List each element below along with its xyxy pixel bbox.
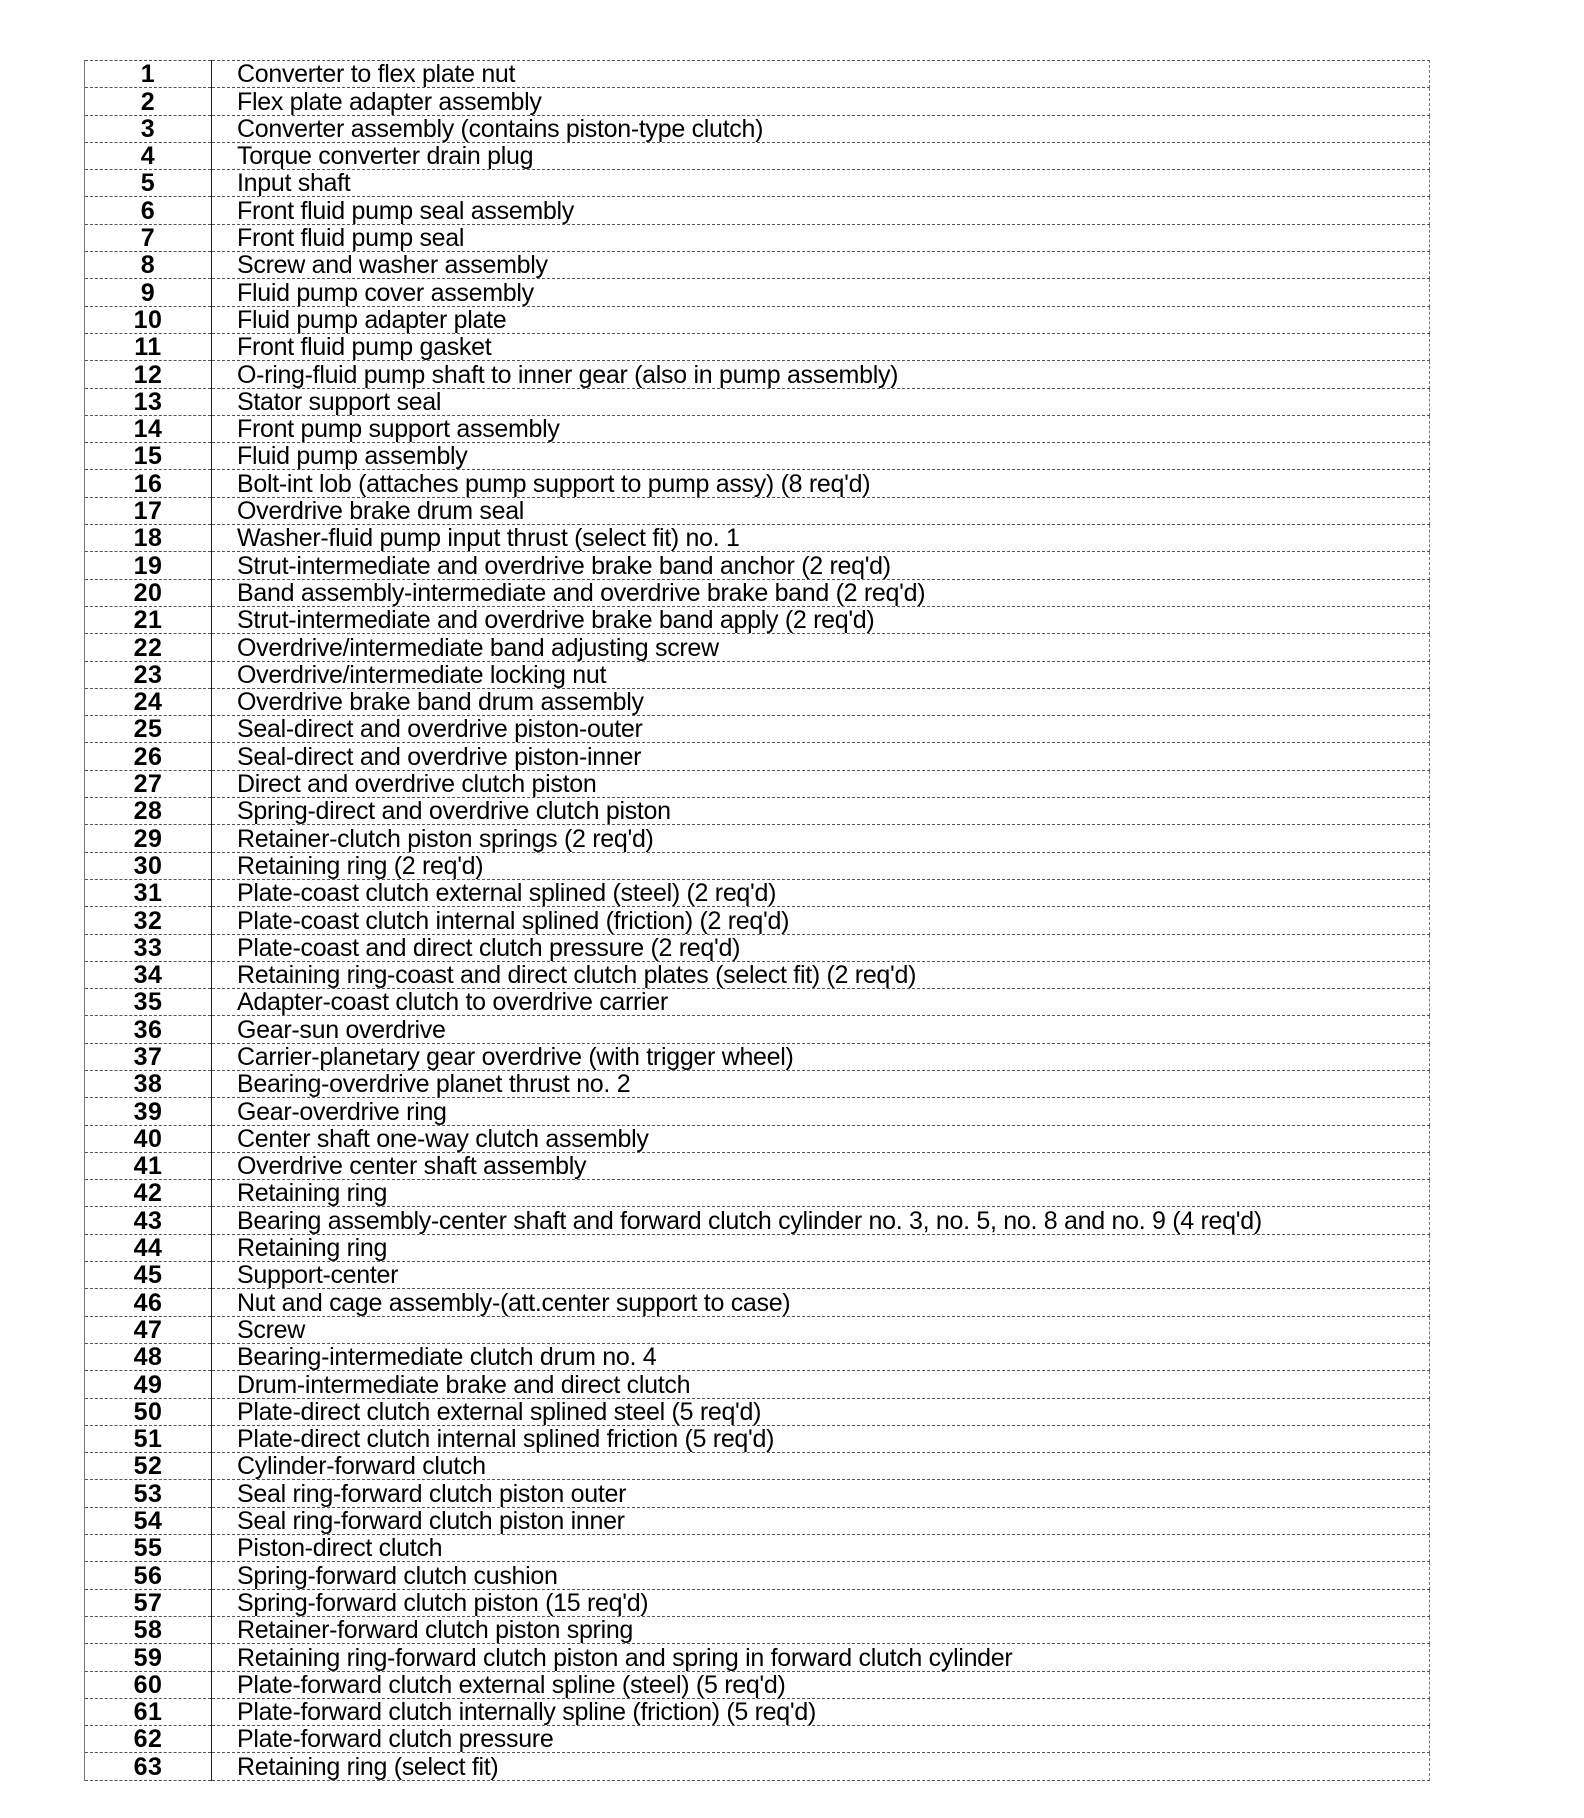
part-number: 22: [85, 634, 212, 661]
part-description: Adapter-coast clutch to overdrive carrier: [212, 989, 1430, 1016]
table-row: [85, 1644, 1430, 1671]
part-number: 36: [85, 1016, 212, 1043]
part-description: Gear-overdrive ring: [212, 1098, 1430, 1125]
table-row: [85, 1535, 1430, 1562]
part-number: 46: [85, 1289, 212, 1316]
table-row: [85, 879, 1430, 906]
table-row: [85, 688, 1430, 715]
table-row: [85, 443, 1430, 470]
part-number: 54: [85, 1507, 212, 1534]
table-row: [85, 579, 1430, 606]
part-number: 43: [85, 1207, 212, 1234]
part-number: 7: [85, 224, 212, 251]
part-description: Overdrive center shaft assembly: [212, 1152, 1430, 1179]
part-number: 18: [85, 525, 212, 552]
part-description: Direct and overdrive clutch piston: [212, 770, 1430, 797]
table-row: [85, 142, 1430, 169]
table-row: [85, 1671, 1430, 1698]
part-number: 60: [85, 1671, 212, 1698]
table-row: [85, 1262, 1430, 1289]
table-row: [85, 1316, 1430, 1343]
table-row: [85, 1453, 1430, 1480]
part-description: Bolt-int lob (attaches pump support to pump assy) (8 req'd): [212, 470, 1430, 497]
part-description: Nut and cage assembly-(att.center support to case): [212, 1289, 1430, 1316]
table-row: [85, 606, 1430, 633]
table-row: [85, 415, 1430, 442]
table-row: [85, 1343, 1430, 1370]
part-description: Bearing assembly-center shaft and forward clutch cylinder no. 3, no. 5, no. 8 and no. 9 (4 req'd): [212, 1207, 1430, 1234]
part-number: 56: [85, 1562, 212, 1589]
part-number: 33: [85, 934, 212, 961]
part-description: Drum-intermediate brake and direct clutch: [212, 1371, 1430, 1398]
table-row: [85, 279, 1430, 306]
part-number: 11: [85, 333, 212, 360]
part-number: 23: [85, 661, 212, 688]
table-row: [85, 1098, 1430, 1125]
table-row: [85, 961, 1430, 988]
part-description: Plate-forward clutch external spline (steel) (5 req'd): [212, 1671, 1430, 1698]
part-number: 13: [85, 388, 212, 415]
table-row: [85, 1016, 1430, 1043]
table-row: [85, 197, 1430, 224]
part-description: Washer-fluid pump input thrust (select fit) no. 1: [212, 525, 1430, 552]
table-row: [85, 361, 1430, 388]
part-description: Carrier-planetary gear overdrive (with trigger wheel): [212, 1043, 1430, 1070]
part-number: 27: [85, 770, 212, 797]
part-number: 40: [85, 1125, 212, 1152]
part-number: 39: [85, 1098, 212, 1125]
table-row: [85, 1562, 1430, 1589]
part-description: O-ring-fluid pump shaft to inner gear (also in pump assembly): [212, 361, 1430, 388]
part-number: 19: [85, 552, 212, 579]
part-number: 41: [85, 1152, 212, 1179]
part-description: Plate-coast and direct clutch pressure (2 req'd): [212, 934, 1430, 961]
part-number: 52: [85, 1453, 212, 1480]
part-number: 25: [85, 716, 212, 743]
part-description: Front pump support assembly: [212, 415, 1430, 442]
part-number: 17: [85, 497, 212, 524]
part-description: Strut-intermediate and overdrive brake band apply (2 req'd): [212, 606, 1430, 633]
part-number: 4: [85, 142, 212, 169]
table-row: [85, 552, 1430, 579]
part-number: 2: [85, 88, 212, 115]
part-description: Seal ring-forward clutch piston inner: [212, 1507, 1430, 1534]
table-row: [85, 1289, 1430, 1316]
table-row: [85, 115, 1430, 142]
part-description: Retaining ring-forward clutch piston and spring in forward clutch cylinder: [212, 1644, 1430, 1671]
table-row: [85, 388, 1430, 415]
part-description: Seal-direct and overdrive piston-inner: [212, 743, 1430, 770]
table-row: [85, 1207, 1430, 1234]
table-row: [85, 61, 1430, 88]
part-description: Plate-forward clutch internally spline (friction) (5 req'd): [212, 1698, 1430, 1725]
part-description: Plate-direct clutch internal splined friction (5 req'd): [212, 1425, 1430, 1452]
table-row: [85, 989, 1430, 1016]
table-row: [85, 852, 1430, 879]
table-row: [85, 825, 1430, 852]
part-number: 9: [85, 279, 212, 306]
part-description: Bearing-overdrive planet thrust no. 2: [212, 1070, 1430, 1097]
part-description: Retaining ring: [212, 1234, 1430, 1261]
part-description: Spring-forward clutch piston (15 req'd): [212, 1589, 1430, 1616]
table-row: [85, 934, 1430, 961]
table-row: [85, 333, 1430, 360]
part-number: 1: [85, 61, 212, 88]
part-description: Cylinder-forward clutch: [212, 1453, 1430, 1480]
part-number: 42: [85, 1180, 212, 1207]
table-row: [85, 1152, 1430, 1179]
table-row: [85, 224, 1430, 251]
part-description: Gear-sun overdrive: [212, 1016, 1430, 1043]
table-row: [85, 1425, 1430, 1452]
table-row: [85, 1070, 1430, 1097]
part-description: Plate-coast clutch external splined (steel) (2 req'd): [212, 879, 1430, 906]
table-row: [85, 1507, 1430, 1534]
part-number: 48: [85, 1343, 212, 1370]
part-number: 26: [85, 743, 212, 770]
part-description: Torque converter drain plug: [212, 142, 1430, 169]
part-number: 30: [85, 852, 212, 879]
table-row: [85, 770, 1430, 797]
part-number: 3: [85, 115, 212, 142]
part-description: Overdrive brake band drum assembly: [212, 688, 1430, 715]
part-number: 38: [85, 1070, 212, 1097]
table-row: [85, 1371, 1430, 1398]
part-number: 32: [85, 907, 212, 934]
table-row: [85, 1753, 1430, 1780]
part-description: Overdrive/intermediate locking nut: [212, 661, 1430, 688]
part-number: 61: [85, 1698, 212, 1725]
part-description: Stator support seal: [212, 388, 1430, 415]
table-row: [85, 1043, 1430, 1070]
part-description: Spring-forward clutch cushion: [212, 1562, 1430, 1589]
table-row: [85, 1616, 1430, 1643]
part-description: Overdrive brake drum seal: [212, 497, 1430, 524]
part-description: Front fluid pump seal assembly: [212, 197, 1430, 224]
table-row: [85, 1180, 1430, 1207]
table-row: [85, 743, 1430, 770]
part-number: 28: [85, 798, 212, 825]
part-number: 47: [85, 1316, 212, 1343]
part-description: Retaining ring (select fit): [212, 1753, 1430, 1780]
parts-list-body: [85, 61, 1430, 1781]
table-row: [85, 1480, 1430, 1507]
part-number: 8: [85, 252, 212, 279]
part-description: Retaining ring: [212, 1180, 1430, 1207]
part-description: Piston-direct clutch: [212, 1535, 1430, 1562]
part-number: 31: [85, 879, 212, 906]
part-description: Band assembly-intermediate and overdrive brake band (2 req'd): [212, 579, 1430, 606]
table-row: [85, 661, 1430, 688]
part-number: 55: [85, 1535, 212, 1562]
table-row: [85, 716, 1430, 743]
table-row: [85, 88, 1430, 115]
table-row: [85, 1234, 1430, 1261]
part-description: Fluid pump cover assembly: [212, 279, 1430, 306]
part-number: 34: [85, 961, 212, 988]
part-number: 5: [85, 170, 212, 197]
part-number: 12: [85, 361, 212, 388]
part-number: 37: [85, 1043, 212, 1070]
part-number: 50: [85, 1398, 212, 1425]
part-number: 63: [85, 1753, 212, 1780]
part-number: 53: [85, 1480, 212, 1507]
part-description: Fluid pump adapter plate: [212, 306, 1430, 333]
table-row: [85, 1726, 1430, 1753]
table-row: [85, 170, 1430, 197]
part-description: Screw: [212, 1316, 1430, 1343]
part-description: Plate-coast clutch internal splined (friction) (2 req'd): [212, 907, 1430, 934]
part-number: 29: [85, 825, 212, 852]
part-number: 45: [85, 1262, 212, 1289]
part-number: 20: [85, 579, 212, 606]
table-row: [85, 1698, 1430, 1725]
part-number: 49: [85, 1371, 212, 1398]
table-row: [85, 1589, 1430, 1616]
part-description: Fluid pump assembly: [212, 443, 1430, 470]
part-number: 24: [85, 688, 212, 715]
part-description: Flex plate adapter assembly: [212, 88, 1430, 115]
part-description: Retainer-clutch piston springs (2 req'd): [212, 825, 1430, 852]
table-row: [85, 907, 1430, 934]
part-description: Screw and washer assembly: [212, 252, 1430, 279]
part-description: Input shaft: [212, 170, 1430, 197]
table-row: [85, 525, 1430, 552]
part-description: Converter assembly (contains piston-type clutch): [212, 115, 1430, 142]
part-number: 57: [85, 1589, 212, 1616]
part-description: Plate-forward clutch pressure: [212, 1726, 1430, 1753]
part-description: Strut-intermediate and overdrive brake band anchor (2 req'd): [212, 552, 1430, 579]
part-number: 16: [85, 470, 212, 497]
table-row: [85, 306, 1430, 333]
table-row: [85, 497, 1430, 524]
table-row: [85, 1398, 1430, 1425]
part-description: Spring-direct and overdrive clutch piston: [212, 798, 1430, 825]
table-row: [85, 798, 1430, 825]
part-number: 15: [85, 443, 212, 470]
part-number: 14: [85, 415, 212, 442]
table-row: [85, 470, 1430, 497]
part-number: 21: [85, 606, 212, 633]
part-description: Support-center: [212, 1262, 1430, 1289]
table-row: [85, 252, 1430, 279]
table-row: [85, 1125, 1430, 1152]
part-number: 58: [85, 1616, 212, 1643]
part-description: Center shaft one-way clutch assembly: [212, 1125, 1430, 1152]
part-description: Plate-direct clutch external splined steel (5 req'd): [212, 1398, 1430, 1425]
part-description: Seal-direct and overdrive piston-outer: [212, 716, 1430, 743]
part-description: Retainer-forward clutch piston spring: [212, 1616, 1430, 1643]
part-description: Retaining ring (2 req'd): [212, 852, 1430, 879]
part-number: 10: [85, 306, 212, 333]
part-description: Bearing-intermediate clutch drum no. 4: [212, 1343, 1430, 1370]
part-number: 44: [85, 1234, 212, 1261]
part-description: Seal ring-forward clutch piston outer: [212, 1480, 1430, 1507]
table-row: [85, 634, 1430, 661]
part-number: 62: [85, 1726, 212, 1753]
part-description: Overdrive/intermediate band adjusting screw: [212, 634, 1430, 661]
part-description: Converter to flex plate nut: [212, 61, 1430, 88]
part-number: 59: [85, 1644, 212, 1671]
part-number: 51: [85, 1425, 212, 1452]
part-description: Front fluid pump seal: [212, 224, 1430, 251]
part-description: Retaining ring-coast and direct clutch plates (select fit) (2 req'd): [212, 961, 1430, 988]
part-description: Front fluid pump gasket: [212, 333, 1430, 360]
part-number: 35: [85, 989, 212, 1016]
parts-list-table: [84, 60, 1430, 1781]
part-number: 6: [85, 197, 212, 224]
